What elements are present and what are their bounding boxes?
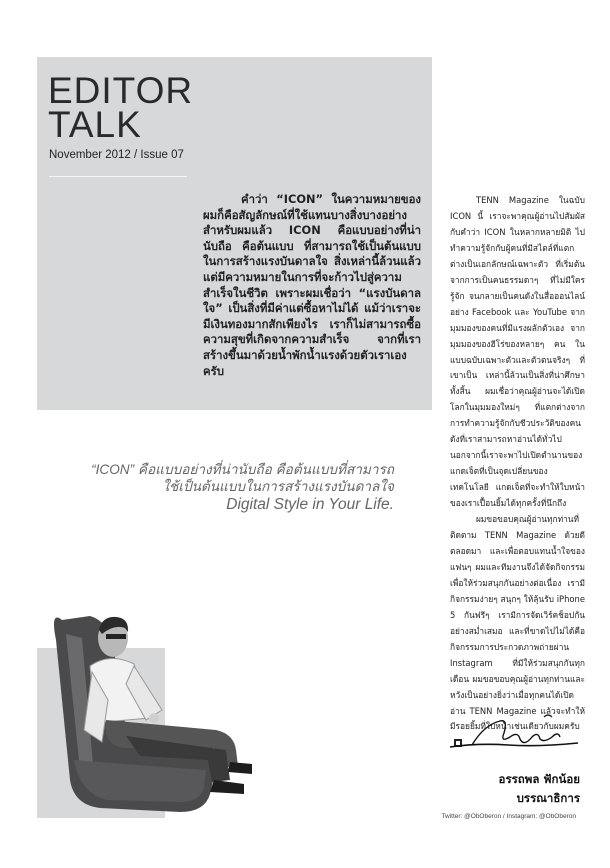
body-column [450, 193, 585, 751]
header-divider [49, 176, 187, 177]
page-title [48, 70, 194, 145]
editor-name: อรรถพล ฟักน้อย [498, 772, 580, 786]
editor-role: บรรณาธิการ [516, 791, 580, 805]
title-line-2: TALK [48, 104, 142, 145]
quote-line-2: ใช้เป็นต้นแบบในการสร้างแรงบันดาลใจ [162, 479, 394, 494]
social-handles: Twitter: @ObOberon / Instagram: @ObOberon [441, 813, 576, 820]
quote-line-1: “ICON” คือแบบอย่างที่น่านับถือ คือต้นแบบที่สามารถ [91, 462, 394, 477]
body-paragraph-1: TENN Magazine ในฉบับ ICON นี้ เราจะพาคุณผู้อ่านไปสัมผัสกับคำว่า ICON ในหลากหลายมิติ ไปทำความรู้จักกับผู้คนที่มีสไตล์ที่แตกต่างเป็นเอกลักษณ์เฉพาะตัว ที่เริ่มต้นจากการเป็นคนธรรมดาๆ ที่ไม่มีใครรู้จัก จนกลายเป็นคนดังในสื่อออนไลน์อย่าง Facebook และ YouTube จากมุมมองของคนที่มีแรงผลักตัวเอง จากมุมมองของฮีโร่ของหลายๆ คน ในแบบฉบับเฉพาะตัวและตัวตนจริงๆ ที่เขาเป็น เหล่านี้ล้วนเป็นสิ่งที่น่าศึกษาทั้งสิ้น ผมเชื่อว่าคุณผู้อ่านจะได้เปิดโลกในมุมมองใหม่ๆ ที่แตกต่างจากการทำความรู้จักกับชีวประวัติของคนดังที่เราสามารถหาอ่านได้ทั่วไป นอกจากนี้เราจะพาไปเปิดตำนานของแกดเจ็ตที่เป็นจุดเปลี่ยนของเทคโนโลยี แกดเจ็ตที่จะทำให้ใบหน้าของเราเปื้อนยิ้มได้ทุกครั้งที่นึกถึง [450, 195, 585, 509]
issue-label: November 2012 / Issue 07 [49, 149, 184, 161]
signoff [460, 770, 580, 808]
editor-photo [30, 580, 260, 820]
signature-icon [448, 703, 583, 755]
intro-paragraph [203, 192, 421, 379]
title-line-1: EDITOR [48, 70, 194, 111]
intro-text: คำว่า “ICON” ในความหมายของผมก็คือสัญลักษณ์ที่ใช้แทนบางสิ่งบางอย่าง สำหรับผมแล้ว ICON คือแบบอย่างที่น่านับถือ คือต้นแบบ ที่สามารถใช้เป็นต้นแบบในการสร้างแรงบันดาลใจ สิ่งเหล่านี้ล้วนแล้วแต่มีความหมายในการที่จะก้าวไปสู่ความสำเร็จในชีวิต เพราะผมเชื่อว่า “แรงบันดาลใจ” เป็นสิ่งที่มีค่าแต่ซื้อหาไม่ได้ แม้ว่าเราจะมีเงินทองมากสักเพียงไร เราก็ไม่สามารถซื้อความสุขที่เกิดจากความสำเร็จ จากที่เราสร้างขึ้นมาด้วยน้ำพักน้ำแรงด้วยตัวเราเองครับ [203, 192, 421, 378]
pull-quote [60, 461, 394, 514]
quote-line-3: Digital Style in Your Life. [226, 496, 394, 513]
body-paragraph-2-text: ผมขอขอบคุณผู้อ่านทุกท่านที่ติดตาม TENN Magazine ด้วยดีตลอดมา และเพื่อตอบแทนน้ำใจของแฟนๆ ผมและทีมงานจึงได้จัดกิจกรรมเพื่อให้ร่วมสนุกกันอย่างต่อเนื่อง เรามีกิจกรรมง่ายๆ สนุกๆ ให้ลุ้นรับ iPhone 5 กันฟรีๆ เรามีการจัดเวิร์คช็อปกันอย่างสม่ำเสมอ และที่ขาดไปไม่ได้คือกิจกรรมการประกวดภาพถ่ายผ่าน Instagram ที่มีให้ร่วมสนุกกันทุกเดือน ผมขอขอบคุณผู้อ่านทุกท่านและหวังเป็นอย่างยิ่งว่าเมื่อทุกคนได้เปิดอ่าน TENN Magazine แล้วจะทำให้มีรอยยิ้มที่ใบหน้าเช่นเดียวกับผมครับ [450, 514, 585, 732]
